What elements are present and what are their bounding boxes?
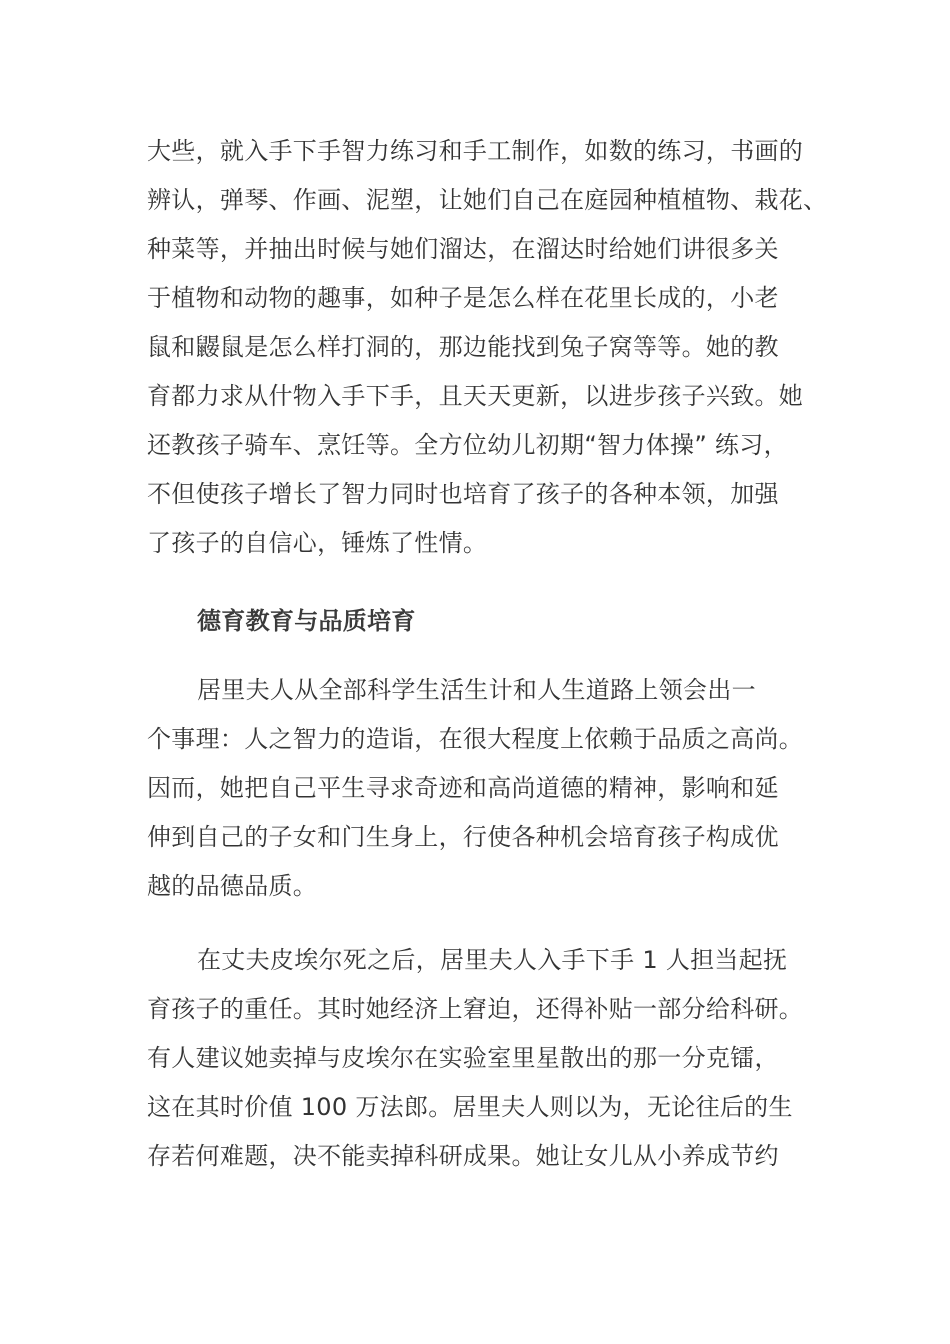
text-line: 伸到自己的子女和门生身上，行使各种机会培育孩子构成优 <box>147 823 779 851</box>
section-heading-text: 德育教育与品质培育 <box>197 607 416 635</box>
text-line: 大些，就入手下手智力练习和手工制作，如数的练习，书画的 <box>147 137 804 165</box>
text-line: 育孩子的重任。其时她经济上窘迫，还得补贴一部分给科研。 <box>147 995 804 1023</box>
text-line: 于植物和动物的趣事，如种子是怎么样在花里长成的，小老 <box>147 284 779 312</box>
section-heading <box>147 597 837 646</box>
paragraph-after-pierre <box>147 936 837 1181</box>
text-line: 种菜等，并抽出时候与她们溜达，在溜达时给她们讲很多关 <box>147 235 779 263</box>
text-line: 鼠和鼹鼠是怎么样打洞的，那边能找到兔子窝等等。她的教 <box>147 333 779 361</box>
text-line: 还教孩子骑车、烹饪等。全方位幼儿初期“智力体操” 练习， <box>147 431 788 459</box>
text-line: 辨认，弹琴、作画、泥塑，让她们自己在庭园种植植物、栽花、 <box>147 186 828 214</box>
text-line: 这在其时价值 100 万法郎。居里夫人则以为，无论往后的生 <box>147 1093 793 1121</box>
text-line: 不但使孩子增长了智力同时也培育了孩子的各种本领，加强 <box>147 480 779 508</box>
text-line: 育都力求从什物入手下手，且天天更新，以进步孩子兴致。她 <box>147 382 804 410</box>
text-line: 了孩子的自信心，锤炼了性情。 <box>147 529 488 557</box>
text-line: 在丈夫皮埃尔死之后，居里夫人入手下手 1 人担当起抚 <box>197 946 788 974</box>
text-line: 有人建议她卖掉与皮埃尔在实验室里星散出的那一分克镭， <box>147 1044 779 1072</box>
paragraph-intellectual-training <box>147 127 837 568</box>
text-line: 居里夫人从全部科学生活生计和人生道路上领会出一 <box>197 676 756 704</box>
text-line: 存若何难题，决不能卖掉科研成果。她让女儿从小养成节约 <box>147 1142 779 1170</box>
text-line: 越的品德品质。 <box>147 872 318 900</box>
text-line: 个事理：人之智力的造诣，在很大程度上依赖于品质之高尚。 <box>147 725 804 753</box>
text-line: 因而，她把自己平生寻求奇迹和高尚道德的精神，影响和延 <box>147 774 779 802</box>
paragraph-moral-education <box>147 666 837 911</box>
